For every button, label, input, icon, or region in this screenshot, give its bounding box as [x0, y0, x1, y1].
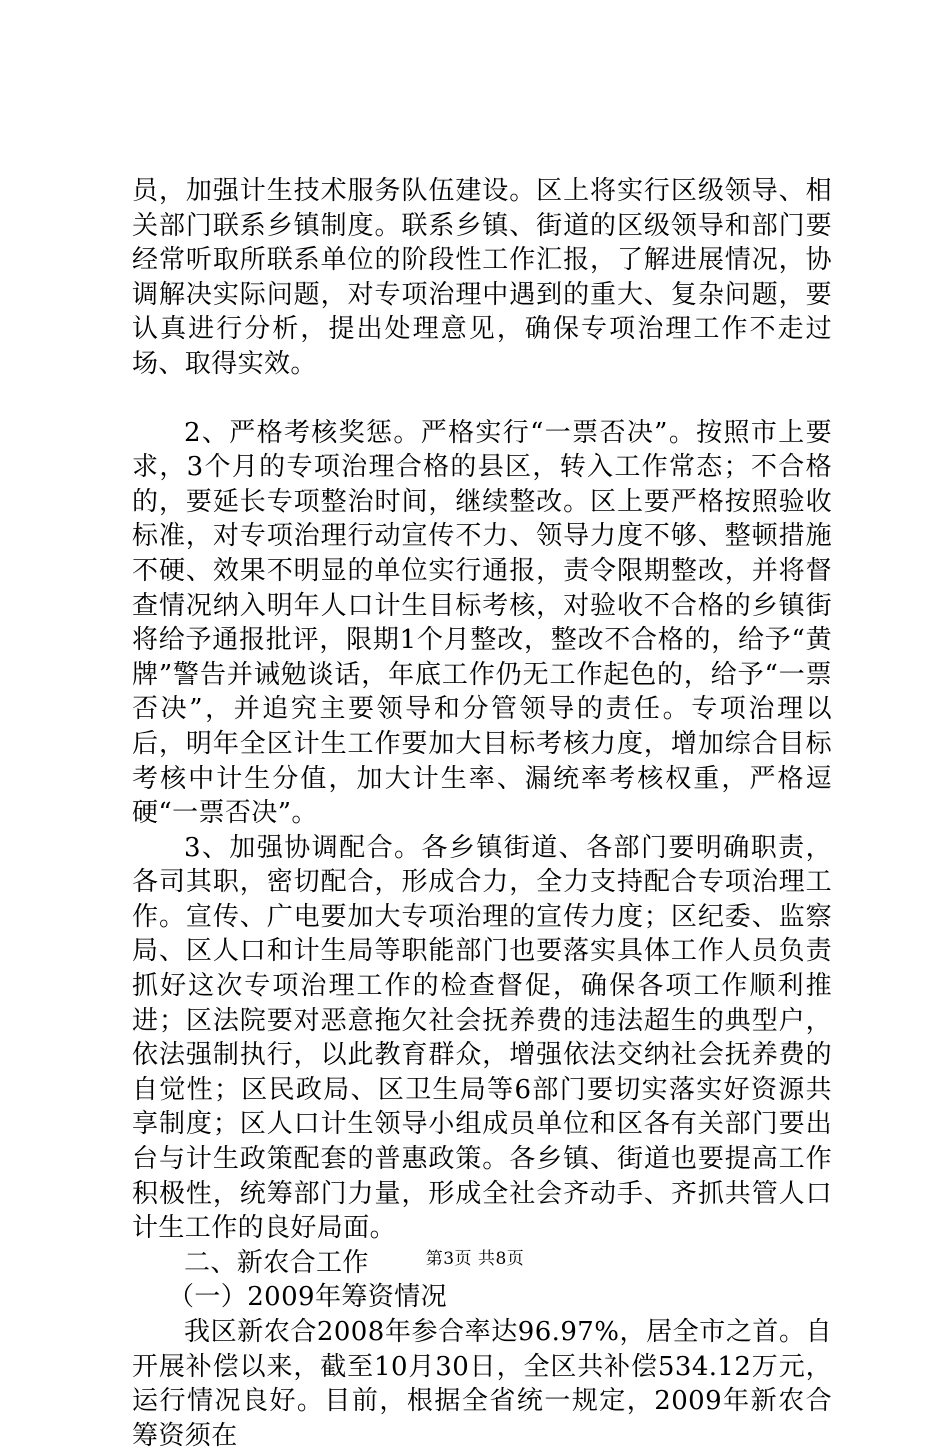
paragraph-assessment: 2、严格考核奖惩。严格实行“一票否决”。按照市上要求，3个月的专项治理合格的县区，转入工作常态；不合格的，要延长专项整治时间，继续整改。区上要严格按照验收标准，对专项治理行动宣传不力、领导力度不够、整顿措施不硬、效果不明显的单位实行通报，责令限期整改，并将督查情况纳入明年人口计生目标考核，对验收不合格的乡镇街将给予通报批评，限期1个月整改，整改不合格的，给予“黄牌”警告并诫勉谈话，年底工作仍无工作起色的，给予“一票否决”，并追究主要领导和分管领导的责任。专项治理以后，明年全区计生工作要加大目标考核力度，增加综合目标考核中计生分值，加大计生率、漏统率考核权重，严格逗硬“一票否决”。 [132, 417, 832, 829]
paragraph-continuation: 员，加强计生技术服务队伍建设。区上将实行区级领导、相关部门联系乡镇制度。联系乡镇、街道的区级领导和部门要经常听取所联系单位的阶段性工作汇报，了解进展情况，协调解决实际问题，对专项治理中遇到的重大、复杂问题，要认真进行分析，提出处理意见，确保专项治理工作不走过场、取得实效。 [132, 176, 832, 379]
section-heading-ncms: 二、新农合工作 [184, 1247, 369, 1278]
paragraph-gap [132, 382, 832, 416]
subsection-heading-funding: （一）2009年筹资情况 [168, 1282, 447, 1313]
paragraph-coordination: 3、加强协调配合。各乡镇街道、各部门要明确职责，各司其职，密切配合，形成合力，全力支持配合专项治理工作。宣传、广电要加大专项治理的宣传力度；区纪委、监察局、区人口和计生局等职能部门也要落实具体工作人员负责抓好这次专项治理工作的检查督促，确保各项工作顺利推进；区法院要对恶意拖欠社会抚养费的违法超生的典型户，依法强制执行，以此教育群众，增强依法交纳社会抚养费的自觉性；区民政局、区卫生局等6部门要切实落实好资源共享制度；区人口计生领导小组成员单位和区各有关部门要出台与计生政策配套的普惠政策。各乡镇、街道也要提高工作积极性，统筹部门力量，形成全社会齐动手、齐抓共管人口计生工作的良好局面。 [132, 832, 832, 1244]
paragraph-ncms-stats: 我区新农合2008年参合率达96.97%，居全市之首。自开展补偿以来，截至10月30日，全区共补偿534.12万元，运行情况良好。目前，根据全省统一规定，2009年新农合筹资须在 [132, 1317, 832, 1451]
page-number-footer: 第3页 共8页 [425, 1249, 525, 1269]
